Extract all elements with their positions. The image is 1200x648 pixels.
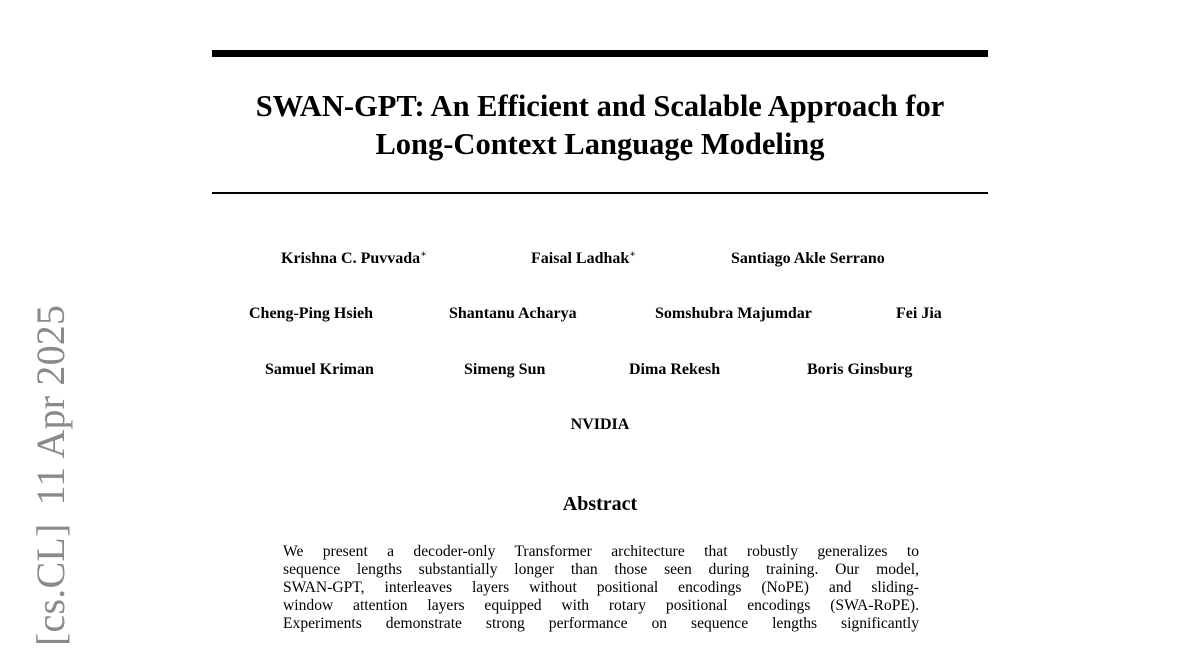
abstract-line: We present a decoder-only Transformer architecture that robustly generalizes to — [283, 543, 919, 560]
abstract-line: Experiments demonstrate strong performance on sequence lengths significantly — [283, 615, 919, 632]
author — [655, 303, 812, 325]
author-name: Faisal Ladhak — [531, 250, 630, 267]
author — [281, 248, 427, 270]
abstract-line: SWAN-GPT, interleaves layers without positional encodings (NoPE) and sliding- — [283, 579, 919, 596]
author — [531, 248, 636, 270]
abstract-line: sequence lengths substantially longer than those seen during training. Our model, — [283, 561, 919, 578]
paper-title-line-1: SWAN-GPT: An Efficient and Scalable Approach for — [255, 89, 945, 123]
author-name: Somshubra Majumdar — [655, 305, 812, 322]
equal-contribution-mark: ∗ — [420, 249, 427, 260]
affiliation: NVIDIA — [570, 416, 630, 433]
authors-row-3 — [200, 359, 1000, 381]
author-name: Shantanu Acharya — [449, 305, 577, 322]
abstract-heading: Abstract — [562, 493, 638, 515]
author — [464, 359, 545, 381]
author — [731, 248, 885, 270]
paper-title — [200, 87, 1000, 163]
paper-title-line-2: Long-Context Language Modeling — [375, 127, 825, 161]
author-name: Krishna C. Puvvada — [281, 250, 421, 267]
author-name: Dima Rekesh — [629, 361, 721, 378]
authors-row-2 — [200, 303, 1000, 325]
arxiv-date: 11 Apr 2025 — [28, 304, 73, 506]
equal-contribution-mark: ∗ — [629, 249, 637, 260]
author-name: Fei Jia — [896, 305, 942, 322]
author-name: Santiago Akle Serrano — [731, 250, 885, 267]
arxiv-stamp-text — [30, 305, 72, 646]
author — [896, 303, 942, 325]
author — [249, 303, 373, 325]
abstract-line: window attention layers equipped with rotary positional encodings (SWA-RoPE). — [283, 597, 919, 614]
author-name: Boris Ginsburg — [807, 361, 913, 378]
abstract-body — [283, 543, 919, 633]
title-bottom-rule — [212, 192, 988, 194]
author — [449, 303, 577, 325]
author-name: Samuel Kriman — [265, 361, 374, 378]
author — [265, 359, 374, 381]
author-name: Cheng-Ping Hsieh — [249, 305, 374, 322]
title-top-rule — [212, 50, 988, 57]
arxiv-side-stamp — [28, 304, 73, 646]
arxiv-category: [cs.CL] — [28, 523, 73, 646]
author-name: Simeng Sun — [464, 361, 546, 378]
authors-row-1 — [200, 248, 1000, 270]
author — [629, 359, 720, 381]
author — [807, 359, 912, 381]
